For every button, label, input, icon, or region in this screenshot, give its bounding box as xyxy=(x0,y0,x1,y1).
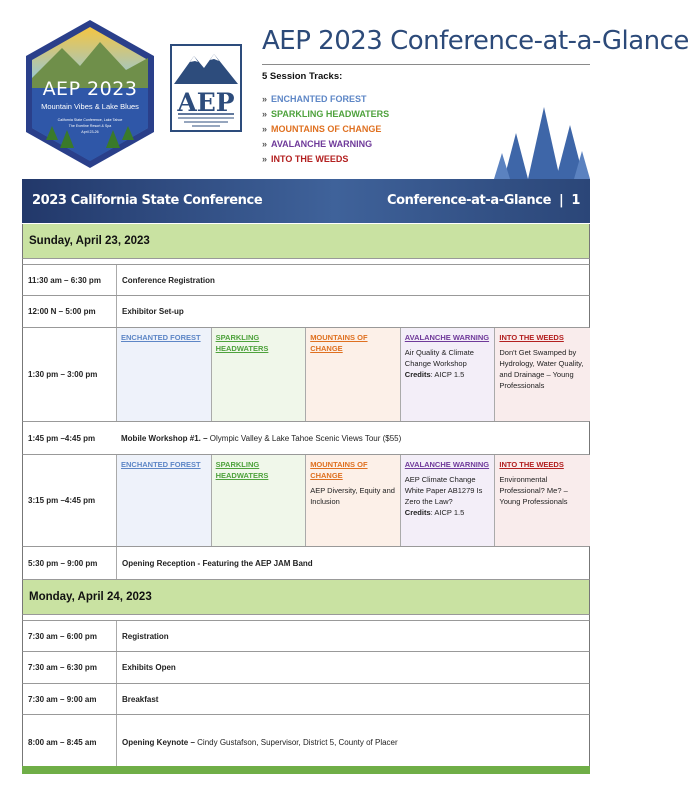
event-title xyxy=(117,621,589,651)
table-row xyxy=(22,684,590,715)
event-title-text: Conference Registration xyxy=(122,275,215,285)
tracks-heading: 5 Session Tracks: xyxy=(262,71,343,82)
aep-logo xyxy=(170,44,242,132)
track-link-into-the-weeds[interactable]: INTO THE WEEDS xyxy=(499,333,564,342)
session-cell-avalanche-warning xyxy=(401,328,496,421)
chevron-right-icon: » xyxy=(262,139,268,149)
badge-line-1: California State Conference, Lake Tahoe xyxy=(57,118,123,122)
banner-glance-label: Conference-at-a-Glance xyxy=(386,193,551,208)
pine-trees-icon xyxy=(494,103,590,179)
track-name: AVALANCHE WARNING xyxy=(271,139,373,149)
event-title-text: Exhibits Open xyxy=(122,663,176,672)
session-title: AEP Diversity, Equity and Inclusion xyxy=(310,486,395,506)
time-cell: 12:00 N – 5:00 pm xyxy=(23,296,117,327)
badge-line-3: April 23-26 xyxy=(81,130,99,134)
aep-logo-text: AEP xyxy=(177,88,235,117)
time-cell: 11:30 am – 6:30 pm xyxy=(23,265,117,295)
session-cell-into-the-weeds xyxy=(495,455,590,546)
footer-bar xyxy=(22,766,590,774)
badge-line-2: The Everline Resort & Spa xyxy=(68,124,112,128)
session-tracks xyxy=(117,455,590,546)
chevron-right-icon: » xyxy=(262,94,268,104)
event-time-inline: 1:45 pm –4:45 pm xyxy=(28,433,96,443)
track-link-enchanted-forest[interactable]: ENCHANTED FOREST xyxy=(121,460,201,469)
track-name: SPARKLING HEADWATERS xyxy=(271,109,390,119)
conference-badge-logo xyxy=(22,18,158,170)
track-link-sparkling-headwaters[interactable]: SPARKLING HEADWATERS xyxy=(215,333,269,353)
chevron-right-icon: » xyxy=(262,124,268,134)
track-link-avalanche-warning[interactable]: AVALANCHE WARNING xyxy=(404,333,490,342)
session-cell-into-the-weeds xyxy=(495,328,590,421)
track-list-item xyxy=(262,154,389,169)
event-title xyxy=(23,422,589,454)
table-row xyxy=(22,296,590,328)
session-title: Air Quality & Climate Change Workshop xyxy=(404,348,474,368)
table-row xyxy=(22,265,590,296)
time-cell: 7:30 am – 9:00 am xyxy=(23,684,117,714)
session-tracks-list xyxy=(262,94,389,169)
session-cell-mountains-of-change xyxy=(306,328,401,421)
event-title xyxy=(117,296,589,327)
track-list-item xyxy=(262,109,389,124)
banner-conference-name: 2023 California State Conference xyxy=(32,193,263,208)
session-title: Don't Get Swamped by Hydrology, Water Quality, and Drainage – Young Professionals xyxy=(499,348,584,390)
track-name: INTO THE WEEDS xyxy=(271,154,349,164)
chevron-right-icon: » xyxy=(262,154,268,164)
event-detail: Olympic Valley & Lake Tahoe Scenic Views Tour ($55) xyxy=(209,433,402,443)
session-cell-avalanche-warning xyxy=(401,455,496,546)
time-cell: 8:00 am – 8:45 am xyxy=(23,715,117,770)
track-name: MOUNTAINS OF CHANGE xyxy=(271,124,382,134)
time-cell: 5:30 pm – 9:00 pm xyxy=(23,547,117,579)
time-cell: 1:30 pm – 3:00 pm xyxy=(23,328,117,421)
track-link-sparkling-headwaters[interactable]: SPARKLING HEADWATERS xyxy=(215,460,269,480)
event-title-text: Opening Keynote – xyxy=(122,738,195,747)
section-banner xyxy=(22,179,590,223)
table-row xyxy=(22,621,590,652)
badge-tagline: Mountain Vibes & Lake Blues xyxy=(41,102,139,111)
page-number: 1 xyxy=(571,193,580,208)
session-credits xyxy=(405,369,491,380)
day-label: Monday, April 24, 2023 xyxy=(29,591,152,603)
session-cell-mountains-of-change xyxy=(306,455,401,546)
table-row xyxy=(22,652,590,684)
session-cell-enchanted-forest xyxy=(117,328,212,421)
table-row-session xyxy=(22,328,590,422)
credits-label: Credits xyxy=(404,370,431,379)
event-title-text: Exhibitor Set-up xyxy=(122,307,184,316)
event-title-text: Registration xyxy=(122,631,169,641)
track-list-item xyxy=(262,139,389,154)
chevron-right-icon: » xyxy=(262,109,268,119)
track-name: ENCHANTED FOREST xyxy=(271,94,367,104)
session-credits xyxy=(405,507,491,518)
session-cell-enchanted-forest xyxy=(117,455,212,546)
track-list-item xyxy=(262,94,389,109)
track-link-mountains-of-change[interactable]: MOUNTAINS OF CHANGE xyxy=(310,460,368,480)
event-title xyxy=(117,652,589,683)
event-title-text: Mobile Workshop #1. – xyxy=(121,433,208,443)
session-cell-sparkling-headwaters xyxy=(212,328,307,421)
table-row xyxy=(22,422,590,455)
event-title-text: Opening Reception - Featuring the AEP JAM Band xyxy=(122,558,313,568)
schedule-table xyxy=(22,224,590,771)
session-tracks xyxy=(117,328,590,421)
table-row xyxy=(22,715,590,771)
track-link-enchanted-forest[interactable]: ENCHANTED FOREST xyxy=(121,333,201,342)
event-title xyxy=(117,547,589,579)
table-row xyxy=(22,547,590,580)
track-link-mountains-of-change[interactable]: MOUNTAINS OF CHANGE xyxy=(310,333,368,353)
event-title xyxy=(117,684,589,714)
day-header-sunday xyxy=(22,224,590,259)
table-row-session xyxy=(22,455,590,547)
credits-value: : AICP 1.5 xyxy=(430,508,465,517)
session-title: Environmental Professional? Me? – Young Professionals xyxy=(499,475,568,506)
credits-label: Credits xyxy=(404,508,431,517)
banner-separator: | xyxy=(558,193,564,208)
day-header-monday xyxy=(22,580,590,615)
track-link-into-the-weeds[interactable]: INTO THE WEEDS xyxy=(499,460,564,469)
time-cell: 3:15 pm –4:45 pm xyxy=(23,455,117,546)
session-cell-sparkling-headwaters xyxy=(212,455,307,546)
page-title: AEP 2023 Conference-at-a-Glance xyxy=(262,26,689,56)
track-list-item xyxy=(262,124,389,139)
title-divider xyxy=(262,64,590,65)
banner-page-label xyxy=(387,193,580,208)
day-label: Sunday, April 23, 2023 xyxy=(29,235,150,247)
time-cell: 7:30 am – 6:30 pm xyxy=(23,652,117,683)
session-title: AEP Climate Change White Paper AB1279 Is Zero the Law? xyxy=(404,475,483,506)
event-title xyxy=(117,265,589,295)
track-link-avalanche-warning[interactable]: AVALANCHE WARNING xyxy=(404,460,490,469)
event-detail: Cindy Gustafson, Supervisor, District 5, County of Placer xyxy=(197,738,398,747)
event-title-text: Breakfast xyxy=(122,694,159,704)
credits-value: : AICP 1.5 xyxy=(430,370,465,379)
badge-title: AEP 2023 xyxy=(42,78,138,100)
event-title xyxy=(117,715,589,770)
time-cell: 7:30 am – 6:00 pm xyxy=(23,621,117,651)
